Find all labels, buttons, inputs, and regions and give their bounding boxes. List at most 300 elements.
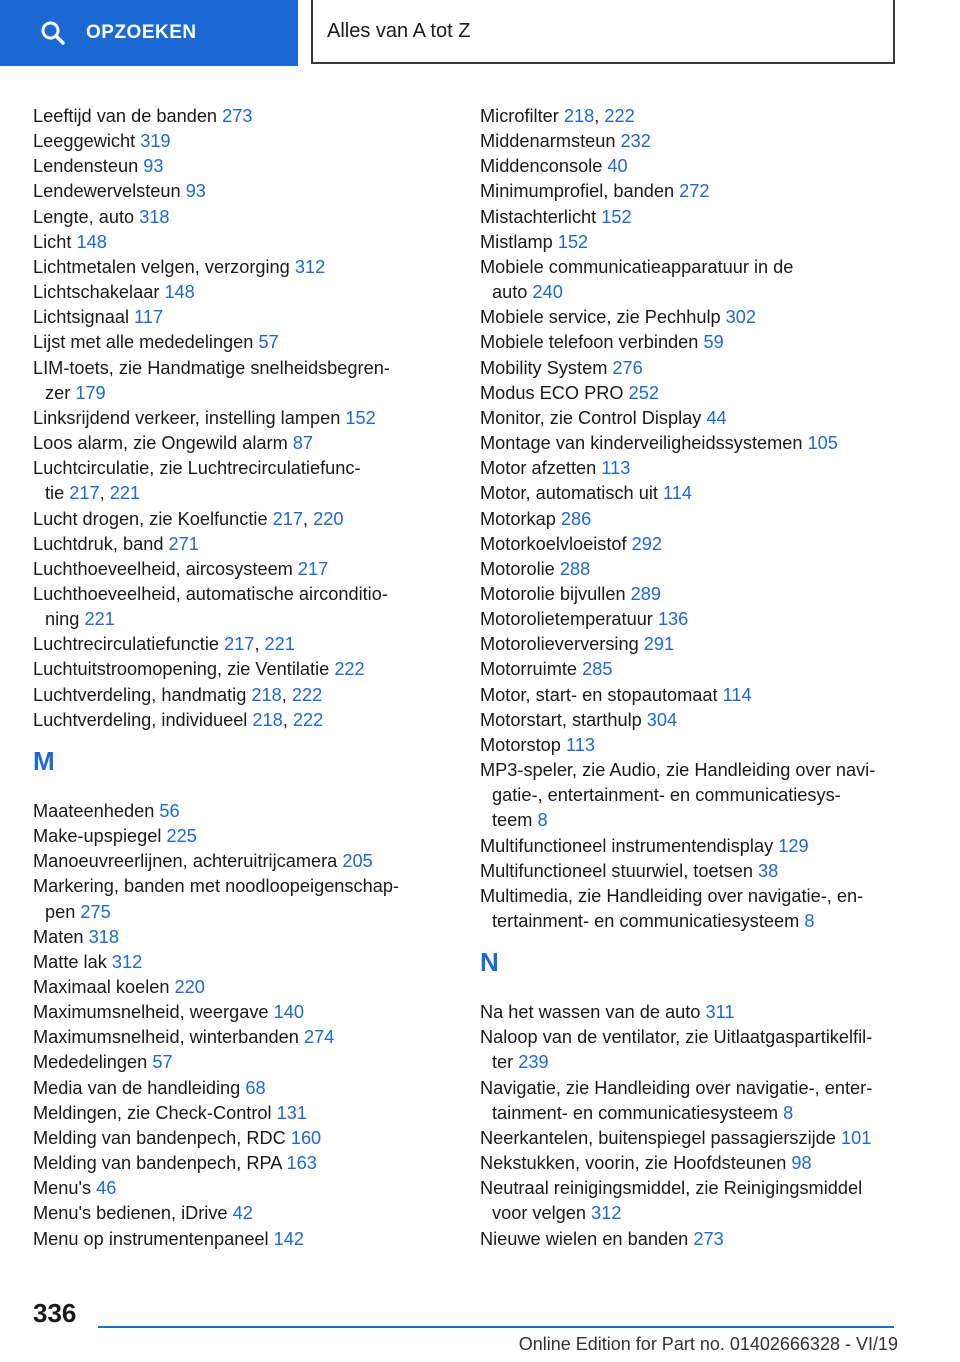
page-link[interactable]: 318 [88,926,119,947]
page-refs [627,534,662,554]
index-entry [33,582,433,632]
page-link[interactable]: 38 [758,860,779,881]
index-entry-term: Nieuwe wielen en banden [480,1228,689,1249]
index-entry-term: Neerkantelen, buitenspiegel passagierszijde [480,1127,836,1148]
page-title: Alles van A tot Z [311,0,895,64]
index-entry [33,657,433,682]
index-entry-term: LIM-toets, zie Handmatige snelheidsbegren- zer [33,357,390,403]
page-link[interactable]: 218 [252,709,283,730]
page-link[interactable]: 46 [96,1178,117,1199]
page-refs [674,181,709,201]
page-refs [134,207,169,227]
page-ref-separator: , [99,483,110,504]
page-link[interactable]: 114 [722,684,752,705]
index-entry [480,708,900,733]
index-entry [480,456,900,481]
index-entry [33,1101,433,1126]
page-link[interactable]: 286 [560,508,592,529]
index-entry [480,884,900,934]
page-link[interactable]: 240 [532,282,563,303]
page-refs [91,1178,116,1198]
page-link[interactable]: 220 [313,508,344,529]
page-refs [228,1203,253,1223]
page-refs [163,534,198,554]
page-link[interactable]: 273 [693,1228,724,1249]
index-entry [33,532,433,557]
page-link[interactable]: 57 [258,332,279,353]
index-entry-term: Motorkoelvloeistof [480,533,627,554]
page-link[interactable]: 101 [840,1127,872,1148]
page-link[interactable]: 312 [111,951,143,972]
index-entry-term: Multimedia, zie Handleiding over navigatie-, en- tertainment- en communicatiesysteem [480,885,864,931]
index-entry [480,1076,900,1126]
index-entry-term: Microfilter [480,106,559,126]
index-entry-term: Luchtverdeling, individueel [33,709,248,730]
index-entry [480,532,900,557]
page-refs [154,801,179,821]
page-link[interactable]: 57 [152,1052,173,1073]
index-entry [33,1050,433,1075]
index-entry-term: Luchthoeveelheid, automatische airconditio- ning [33,583,388,630]
index-entry-term: Menu's bedienen, iDrive [33,1203,228,1224]
index-entry [480,859,900,884]
index-entry [33,104,433,129]
page-refs [272,1103,307,1123]
index-entry [33,874,433,924]
index-entry [33,632,433,657]
page-link[interactable]: 44 [706,407,727,428]
page-link[interactable]: 222 [604,106,635,126]
page-link[interactable]: 318 [139,206,170,227]
index-entry-term: Middenarmsteun [480,131,616,152]
page-refs [147,1052,172,1072]
page-refs [596,207,631,227]
page-refs [107,952,142,972]
index-entry [33,824,433,849]
index-entry [33,255,433,280]
index-entry-term: Linksrijdend verkeer, instelling lampen [33,407,341,428]
index-entry-term: Leeggewicht [33,131,136,152]
page-link[interactable]: 222 [292,709,324,730]
page-refs [786,1153,811,1173]
page-link[interactable]: 220 [174,977,205,997]
page-link[interactable]: 160 [290,1127,322,1148]
index-entry [33,683,433,708]
page-ref-separator: , [282,709,293,730]
index-entry [33,456,433,506]
page-refs [688,1229,723,1249]
index-entry-term: Luchtcirculatie, zie Luchtrecirculatiefunc- tie [33,458,361,504]
page-link[interactable]: 252 [628,382,659,403]
page-link[interactable]: 142 [273,1228,305,1249]
index-entry [33,280,433,305]
index-entry [480,1000,900,1025]
page-link[interactable]: 221 [264,634,295,655]
index-entry-term: Lendensteun [33,156,139,177]
page-link[interactable]: 140 [273,1002,304,1023]
page-link[interactable]: 272 [679,181,710,202]
page-link[interactable]: 292 [631,533,662,554]
index-entry [480,683,900,708]
page-refs [639,634,674,654]
page-link[interactable]: 113 [565,734,595,755]
page-refs [329,659,364,679]
index-entry-term: Naloop van de ventilator, zie Uitlaatgaspartikelfil- ter [480,1027,873,1073]
index-entry [480,356,900,381]
index-entry-term: Markering, banden met noodloopeigenschap- pen [33,876,400,922]
index-entry-term: Motorkap [480,508,556,529]
index-entry-term: Licht [33,231,72,252]
index-entry-term: Motor afzetten [480,458,597,479]
index-entry [480,557,900,582]
index-entry-term: Melding van bandenpech, RDC [33,1127,286,1148]
index-entry-term: Menu's [33,1178,92,1199]
page-link[interactable]: 291 [643,634,675,655]
index-entry-term: Mobility System [480,357,608,378]
index-entry-term: Minimumprofiel, banden [480,181,675,202]
index-entry-term: Multifunctioneel stuurwiel, toetsen [480,860,753,881]
page-link[interactable]: 40 [607,156,628,177]
index-entry [33,1176,433,1201]
page-refs [556,509,591,529]
page-refs [642,710,677,730]
index-entry-term: Motorolieverversing [480,634,639,655]
page-refs [286,1128,321,1148]
page-link[interactable]: 152 [557,231,589,252]
index-entry-term: Mobiele communicatieapparatuur in de auto [480,256,794,303]
page-link[interactable]: 312 [294,256,326,277]
index-entry [33,1126,433,1151]
index-entry-term: Lichtschakelaar [33,282,160,303]
index-entry-term: Make-upspiegel [33,826,162,847]
page-refs [64,483,140,503]
index-entry [33,1000,433,1025]
page-link[interactable]: 217 [224,634,255,655]
page-link[interactable]: 93 [143,156,164,177]
page-refs [602,156,627,176]
index-entry [480,1151,900,1176]
index-entry-term: Montage van kinderveiligheidssystemen [480,433,803,454]
index-entry [480,1126,900,1151]
index-entry [33,205,433,230]
index-entry-term: Na het wassen van de auto [480,1002,701,1023]
page-link[interactable]: 117 [134,307,164,328]
page-link[interactable]: 136 [657,609,689,630]
page-refs [658,483,692,503]
page-refs [532,810,547,830]
index-entry [33,129,433,154]
page-refs [596,458,630,478]
page-refs [293,559,328,579]
page-link[interactable]: 8 [783,1102,794,1123]
page-refs [288,433,313,453]
page-link[interactable]: 217 [297,558,329,579]
index-entry-term: Motor, start- en stopautomaat [480,684,718,705]
page-refs [135,131,170,151]
index-entry-term: Meldingen, zie Check-Control [33,1102,272,1123]
index-entry-term: Neutraal reinigingsmiddel, zie Reinigingsmiddel voor velgen [480,1178,863,1224]
index-entry [33,179,433,204]
index-entry [480,632,900,657]
index-entry-term: Luchtrecirculatiefunctie [33,634,220,655]
index-entry [480,607,900,632]
page-refs [269,1002,304,1022]
page-refs [337,851,372,871]
page-refs [161,826,196,846]
edition-text: Online Edition for Part no. 01402666328 - VI/19 [518,1334,898,1354]
index-entry [480,381,900,406]
page-link[interactable]: 225 [166,826,197,847]
page-refs [240,1078,265,1098]
page-link[interactable]: 222 [291,684,323,705]
page-link[interactable]: 289 [630,583,661,604]
page-link[interactable]: 148 [164,282,195,303]
index-entry [480,582,900,607]
index-entry-term: Manoeuvreerlijnen, achteruitrijcamera [33,851,338,872]
page-link[interactable]: 218 [563,106,595,126]
page-link[interactable]: 221 [109,483,141,504]
index-entry [33,1025,433,1050]
index-entry [480,179,900,204]
search-icon [40,20,66,46]
index-entry-term: Media van de handleiding [33,1077,241,1098]
page-link[interactable]: 148 [76,231,107,252]
page-refs [799,911,814,931]
index-entry-term: Maximaal koelen [33,977,170,997]
page-refs [607,358,642,378]
page-link[interactable]: 239 [518,1052,549,1073]
page-link[interactable]: 113 [601,458,631,479]
index-entry [33,507,433,532]
page-refs [75,902,110,922]
page-refs [701,408,726,428]
page-refs [577,659,612,679]
page-refs [626,584,661,604]
index-entry [480,733,900,758]
section-letter: N [480,947,499,978]
index-entry [480,1025,900,1075]
index-entry-term: Maximumsnelheid, weergave [33,1002,269,1023]
page-refs [84,927,119,947]
page-link[interactable]: 129 [778,835,809,856]
page-refs [803,433,838,453]
footer-divider [98,1326,894,1328]
page-refs [169,977,204,997]
page-link[interactable]: 8 [537,810,548,831]
page-number: 336 [33,1298,77,1328]
page-link[interactable]: 276 [612,357,643,378]
page-link[interactable]: 8 [804,911,815,931]
index-entry-term: Mededelingen [33,1052,148,1073]
index-entry [33,230,433,255]
index-entry-term: Lendewervelsteun [33,181,181,202]
index-entry [480,657,900,682]
index-entry [480,758,900,833]
page-link[interactable]: 285 [582,659,613,680]
page-refs [559,106,635,126]
index-entry [33,925,433,950]
page-refs [217,106,252,126]
page-refs [79,609,114,629]
index-entry [33,1201,433,1226]
index-entry [33,431,433,456]
page-refs [653,609,688,629]
index-entry [480,305,900,330]
page-refs [555,559,590,579]
page-link[interactable]: 288 [559,558,591,579]
page-link[interactable]: 93 [185,181,206,202]
page-link[interactable]: 232 [620,131,651,152]
index-entry [33,950,433,975]
page-refs [586,1203,621,1223]
page-link[interactable]: 275 [80,901,111,922]
page-refs [615,131,650,151]
index-entry-term: Luchthoeveelheid, aircosysteem [33,558,293,579]
index-entry-term: Motor, automatisch uit [480,483,658,504]
page-ref-separator: , [594,106,605,126]
page-link[interactable]: 271 [168,533,199,554]
page-refs [138,156,163,176]
index-entry-term: Nekstukken, voorin, zie Hoofdsteunen [480,1153,787,1174]
index-entry [33,154,433,179]
page-link[interactable]: 273 [222,106,253,126]
index-entry-term: Luchtdruk, band [33,533,164,554]
page-refs [553,232,588,252]
index-entry [480,406,900,431]
page-refs [773,836,808,856]
page-refs [700,1002,734,1022]
page-refs [513,1052,548,1072]
header [0,0,960,66]
page-refs [299,1027,334,1047]
index-entry-term: Mobiele telefoon verbinden [480,332,699,353]
index-entry [480,255,900,305]
page-link[interactable]: 217 [69,483,100,504]
page-link[interactable]: 152 [601,206,632,227]
page-ref-separator: , [281,684,292,705]
index-entry-term: Matte lak [33,951,107,972]
page-link[interactable]: 302 [725,307,757,328]
page-refs [159,282,194,302]
index-entry [480,481,900,506]
index-entry-term: Lucht drogen, zie Koelfunctie [33,508,268,529]
page-refs [698,332,723,352]
page-refs [527,282,562,302]
page-link[interactable]: 59 [703,332,724,353]
search-button-label: OPZOEKEN [86,22,197,43]
index-entry [33,305,433,330]
index-entry-term: Motorstop [480,734,561,755]
index-entry [480,1227,900,1252]
page-refs [836,1128,871,1148]
index-entry-term: Menu op instrumentenpaneel [33,1228,269,1249]
index-entry [33,557,433,582]
index-entry [480,129,900,154]
page-link[interactable]: 319 [140,131,171,152]
search-button[interactable] [0,0,298,66]
page-link[interactable]: 218 [251,684,282,705]
index-entry [33,975,433,1000]
index-entry [33,356,433,406]
page-link[interactable]: 98 [791,1153,812,1174]
page-link[interactable]: 163 [286,1153,317,1174]
index-entry [33,1227,433,1252]
page-link[interactable]: 87 [292,433,314,454]
page-link[interactable]: 312 [591,1203,622,1224]
index-entry [480,431,900,456]
page-link[interactable]: 311 [705,1002,735,1023]
page-link[interactable]: 68 [245,1077,266,1098]
index-entry-term: Lengte, auto [33,206,135,227]
index-entry [33,849,433,874]
page-refs [70,383,105,403]
index-entry-term: Luchtuitstroomopening, zie Ventilatie [33,659,330,680]
page-link[interactable]: 105 [807,433,838,454]
index-entry [480,330,900,355]
index-entry-term: Mistlamp [480,231,553,252]
page-link[interactable]: 56 [159,800,180,821]
index-entry-term: Middenconsole [480,156,603,177]
index-entry [33,330,433,355]
index-entry [480,205,900,230]
page-refs [253,332,278,352]
page-link[interactable]: 114 [662,483,692,504]
index-entry-term: Monitor, zie Control Display [480,407,702,428]
index-entry [33,1151,433,1176]
page-refs [247,710,323,730]
index-entry [33,799,433,824]
index-entry-term: Lijst met alle mededelingen [33,332,254,353]
index-entry-term: Maten [33,926,84,947]
page-refs [268,509,344,529]
page-link[interactable]: 304 [646,709,678,730]
index-column-left [33,104,433,1252]
page-refs [721,307,756,327]
page-refs [129,307,163,327]
page-refs [340,408,375,428]
page-refs [219,634,295,654]
page-refs [71,232,106,252]
page-ref-separator: , [254,634,265,655]
page-refs [718,685,752,705]
index-entry-term: Multifunctioneel instrumentendisplay [480,835,774,856]
page-link[interactable]: 222 [334,659,365,680]
page-link[interactable]: 131 [276,1102,307,1123]
index-entry-term: Motorruimte [480,659,578,680]
page-link[interactable]: 205 [342,851,373,872]
index-entry [480,154,900,179]
page-link[interactable]: 42 [232,1203,253,1224]
index-entry-term: Lichtmetalen velgen, verzorging [33,256,290,277]
page-link[interactable]: 217 [272,508,303,529]
index-column-right [480,104,900,1252]
page-refs [246,685,322,705]
index-entry-term: Motorolie bijvullen [480,583,626,604]
page-link[interactable]: 179 [75,382,106,403]
page-refs [561,735,595,755]
page-refs [753,861,778,881]
page-ref-separator: , [303,508,314,529]
index-entry-term: Luchtverdeling, handmatig [33,684,247,705]
index-entry-term: Motorstart, starthulp [480,709,642,730]
page-link[interactable]: 274 [303,1027,335,1048]
page-link[interactable]: 152 [345,407,376,428]
page-refs [269,1229,304,1249]
index-entry-term: Loos alarm, zie Ongewild alarm [33,433,288,454]
index-entry [480,507,900,532]
index-entry-term: MP3-speler, zie Audio, zie Handleiding over navi- gatie-, entertainment- en communicatiesys- teem [480,760,876,831]
page-link[interactable]: 221 [84,609,115,630]
